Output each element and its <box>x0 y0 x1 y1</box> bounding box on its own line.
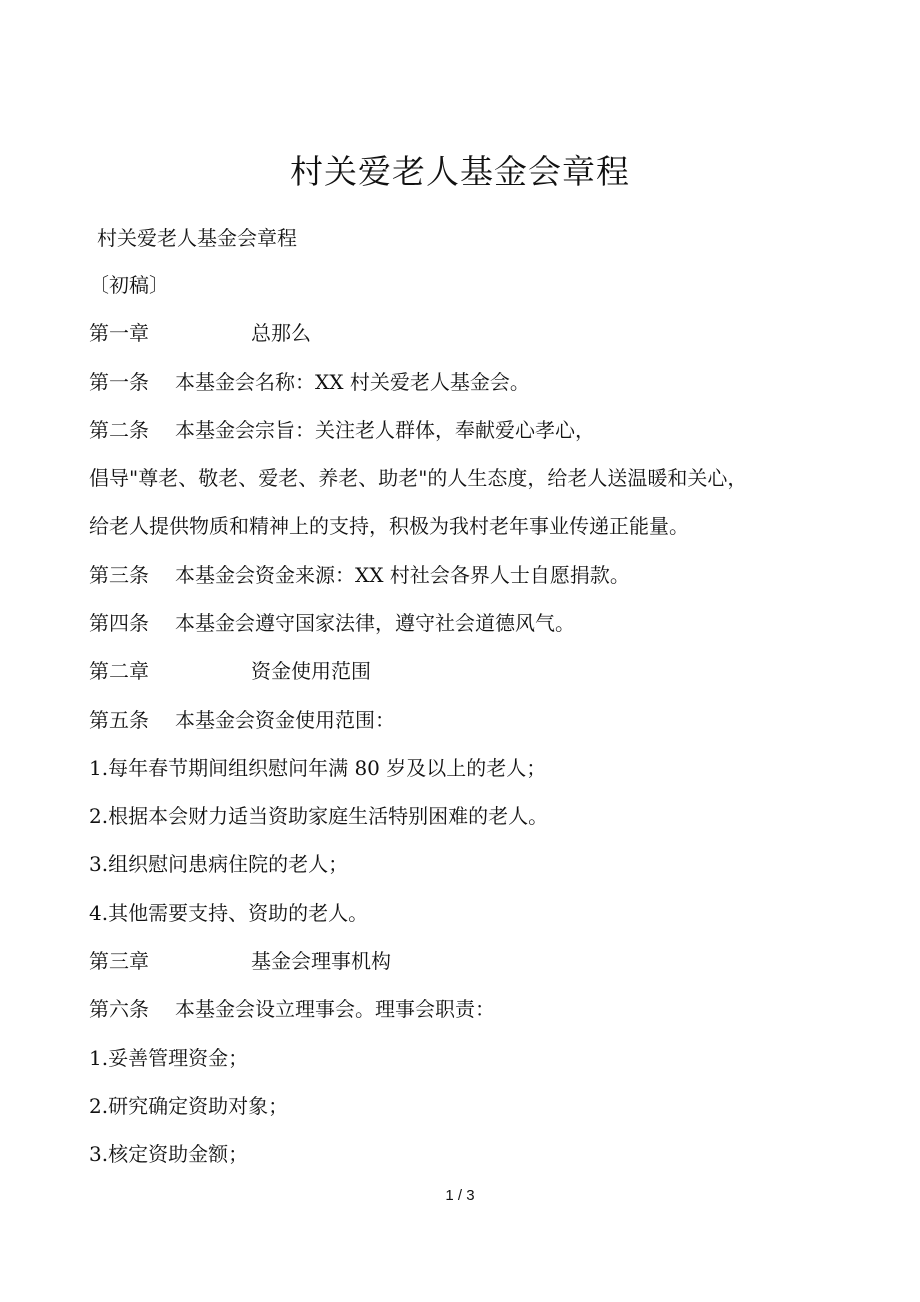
article-label: 第六条 <box>89 997 149 1021</box>
article-2-continuation-2: 给老人提供物质和精神上的支持，积极为我村老年事业传递正能量。 <box>89 514 689 538</box>
article-label: 第四条 <box>89 611 149 635</box>
chapter-title: 资金使用范围 <box>251 659 371 683</box>
chapter-title: 总那么 <box>251 321 311 345</box>
list-item: 2.根据本会财力适当资助家庭生活特别困难的老人。 <box>89 804 549 828</box>
page-indicator: 1 / 3 <box>445 1187 475 1204</box>
article-2-continuation-1: 倡导"尊老、敬老、爱老、养老、助老"的人生态度，给老人送温暖和关心， <box>89 466 748 490</box>
article-4 <box>89 608 575 638</box>
article-2 <box>89 415 595 445</box>
chapter-3-heading <box>89 946 391 976</box>
list-item: 3.核定资助金额； <box>89 1142 249 1166</box>
chapter-1-heading <box>89 318 311 348</box>
document-subtitle: 村关爱老人基金会章程 <box>97 226 297 250</box>
article-text: 本基金会遵守国家法律，遵守社会道德风气。 <box>175 611 575 635</box>
article-text: 本基金会设立理事会。理事会职责： <box>175 997 495 1021</box>
article-label: 第二条 <box>89 418 149 442</box>
article-5 <box>89 705 395 735</box>
list-item: 4.其他需要支持、资助的老人。 <box>89 901 369 925</box>
article-label: 第五条 <box>89 708 149 732</box>
chapter-2-heading <box>89 656 371 686</box>
article-text: 本基金会名称：XX 村关爱老人基金会。 <box>175 370 530 394</box>
chapter-label: 第三章 <box>89 949 149 973</box>
list-item: 1.每年春节期间组织慰问年满 80 岁及以上的老人； <box>89 756 547 780</box>
article-text: 本基金会宗旨：关注老人群体，奉献爱心孝心， <box>175 418 595 442</box>
article-label: 第三条 <box>89 563 149 587</box>
draft-note: 〔初稿〕 <box>89 273 169 297</box>
article-text: 本基金会资金来源：XX 村社会各界人士自愿捐款。 <box>175 563 630 587</box>
article-label: 第一条 <box>89 370 149 394</box>
document-title: 村关爱老人基金会章程 <box>290 152 630 191</box>
article-6 <box>89 994 495 1024</box>
list-item: 1.妥善管理资金； <box>89 1046 249 1070</box>
article-1 <box>89 367 530 397</box>
article-3 <box>89 560 630 590</box>
list-item: 2.研究确定资助对象； <box>89 1094 289 1118</box>
article-text: 本基金会资金使用范围： <box>175 708 395 732</box>
chapter-label: 第一章 <box>89 321 149 345</box>
list-item: 3.组织慰问患病住院的老人； <box>89 852 349 876</box>
chapter-title: 基金会理事机构 <box>251 949 391 973</box>
chapter-label: 第二章 <box>89 659 149 683</box>
